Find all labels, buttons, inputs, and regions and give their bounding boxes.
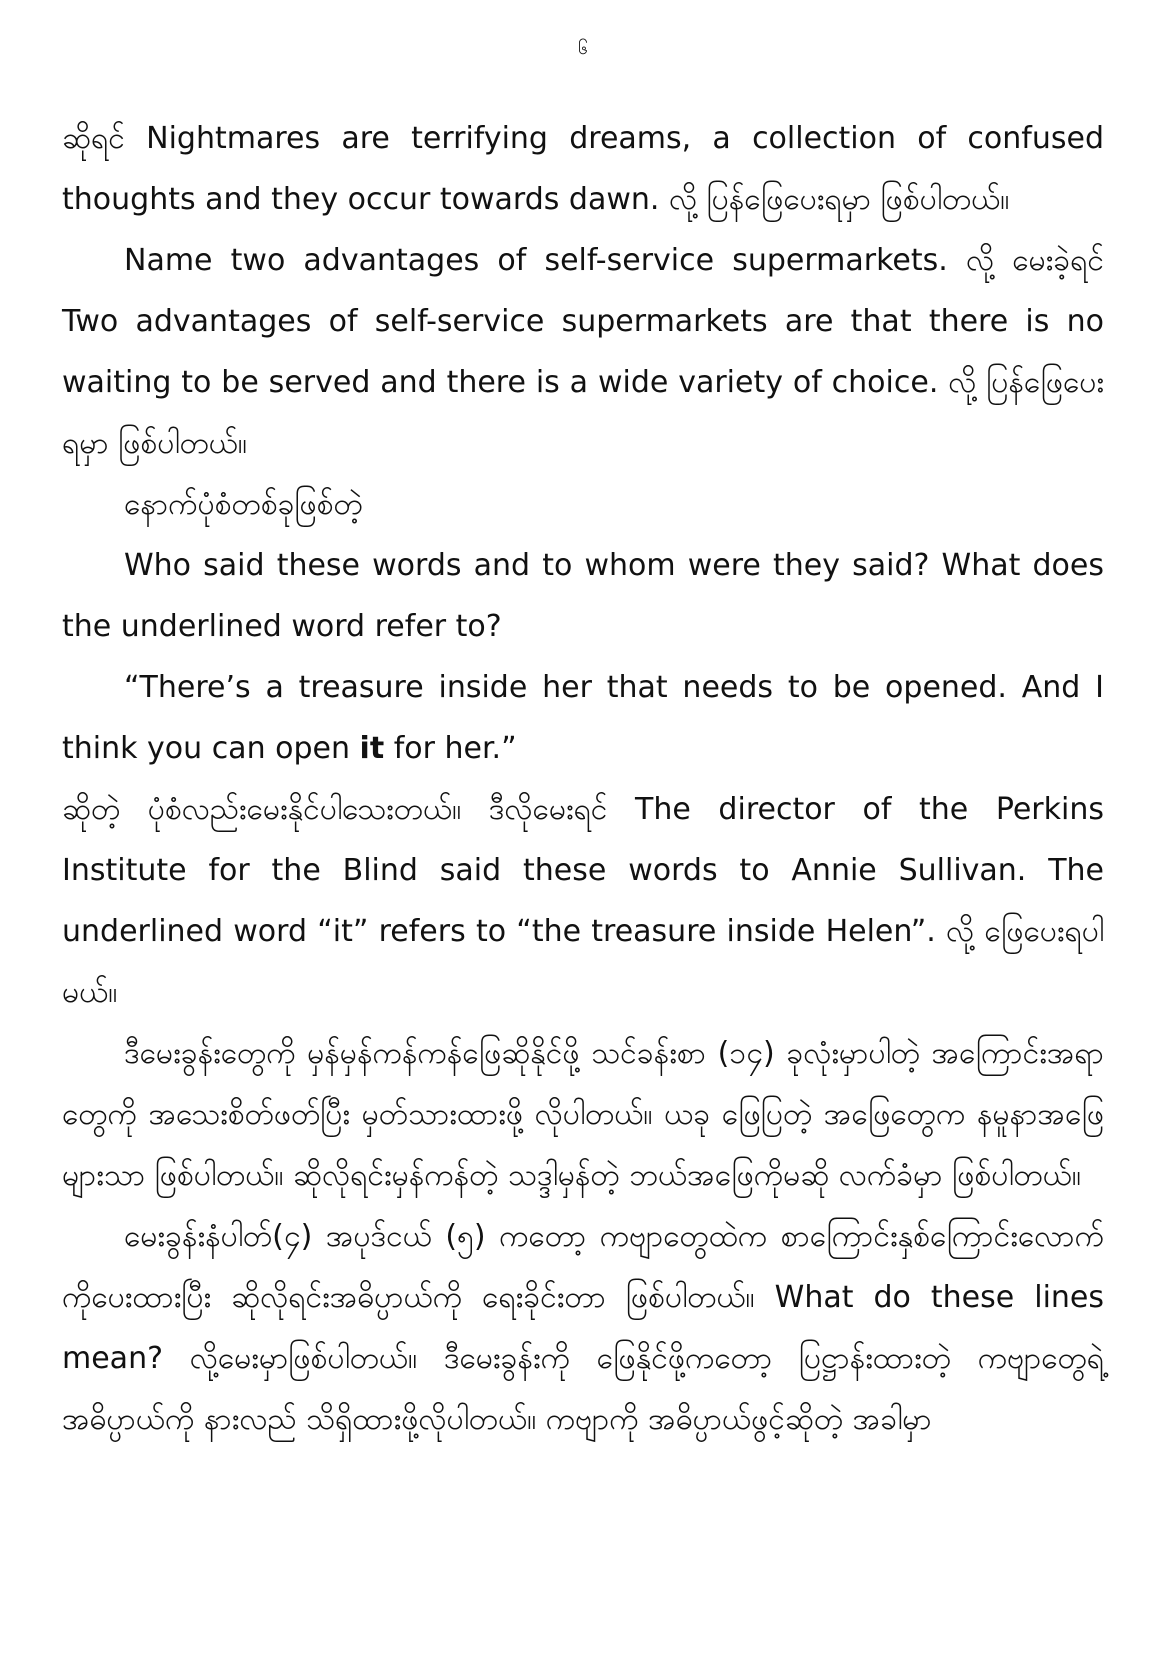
quote-after: for her.”	[384, 731, 517, 766]
paragraph-nightmares-answer: ဆိုရင် Nightmares are terrifying dreams, a collection of confused thoughts and they occur towards dawn. လို့ ပြန်ဖြေပေးရမှာ ဖြစ်ပါတယ်။	[62, 121, 1104, 217]
body-text	[62, 108, 1104, 1450]
paragraph-another-form: နောက်ပုံစံတစ်ခုဖြစ်တဲ့	[124, 487, 363, 522]
paragraph-quote	[62, 657, 1104, 779]
page-number: ၆	[577, 38, 589, 59]
quote-underlined-word: it	[359, 731, 385, 766]
paragraph-poem-lines: မေးခွန်းနံပါတ်(၄) အပုဒ်ငယ် (၅) ကတော့ ကဗျာတွေထဲက စာကြောင်းနှစ်ကြောင်းလောက်ကိုပေးထားပြီး ဆိုလိုရင်းအဓိပ္ပာယ်ကို ရေးခိုင်းတာ ဖြစ်ပါတယ်။ What do these lines mean? လို့မေးမှာဖြစ်ပါတယ်။ ဒီမေးခွန်းကို ဖြေနိုင်ဖို့ကတော့ ပြဋ္ဌာန်းထားတဲ့ ကဗျာတွေရဲ့ အဓိပ္ပာယ်ကို နားလည် သိရှိထားဖို့လိုပါတယ်။ ကဗျာကို အဓိပ္ပာယ်ဖွင့်ဆိုတဲ့ အခါမှာ	[62, 1219, 1104, 1437]
quote-before: “There’s a treasure inside her that needs to be opened. And I think you can open	[62, 670, 1104, 766]
paragraph-perkins-answer: ဆိုတဲ့ ပုံစံလည်းမေးနိုင်ပါသေးတယ်။ ဒီလိုမေးရင် The director of the Perkins Institute for the Blind said these words to Annie Sullivan. The underlined word “it” refers to “the treasure inside Helen”. လို့ ဖြေပေးရပါမယ်။	[62, 792, 1104, 1010]
paragraph-lessons: ဒီမေးခွန်းတွေကို မှန်မှန်ကန်ကန်ဖြေဆိုနိုင်ဖို့ သင်ခန်းစာ (၁၄) ခုလုံးမှာပါတဲ့ အကြောင်းအရာတွေကို အသေးစိတ်ဖတ်ပြီး မှတ်သားထားဖို့ လိုပါတယ်။ ယခု ဖြေပြတဲ့ အဖြေတွေက နမူနာအဖြေများသာ ဖြစ်ပါတယ်။ ဆိုလိုရင်းမှန်ကန်တဲ့ သဒ္ဒါမှန်တဲ့ ဘယ်အဖြေကိုမဆို လက်ခံမှာ ဖြစ်ပါတယ်။	[62, 1036, 1104, 1193]
paragraph-question: Who said these words and to whom were they said? What does the underlined word refer to?	[62, 548, 1104, 644]
paragraph-supermarkets: Name two advantages of self-service supermarkets. လို့ မေးခဲ့ရင် Two advantages of self-service supermarkets are that there is no waiting to be served and there is a wide variety of choice. လို့ ပြန်ဖြေပေးရမှာ ဖြစ်ပါတယ်။	[62, 243, 1104, 461]
